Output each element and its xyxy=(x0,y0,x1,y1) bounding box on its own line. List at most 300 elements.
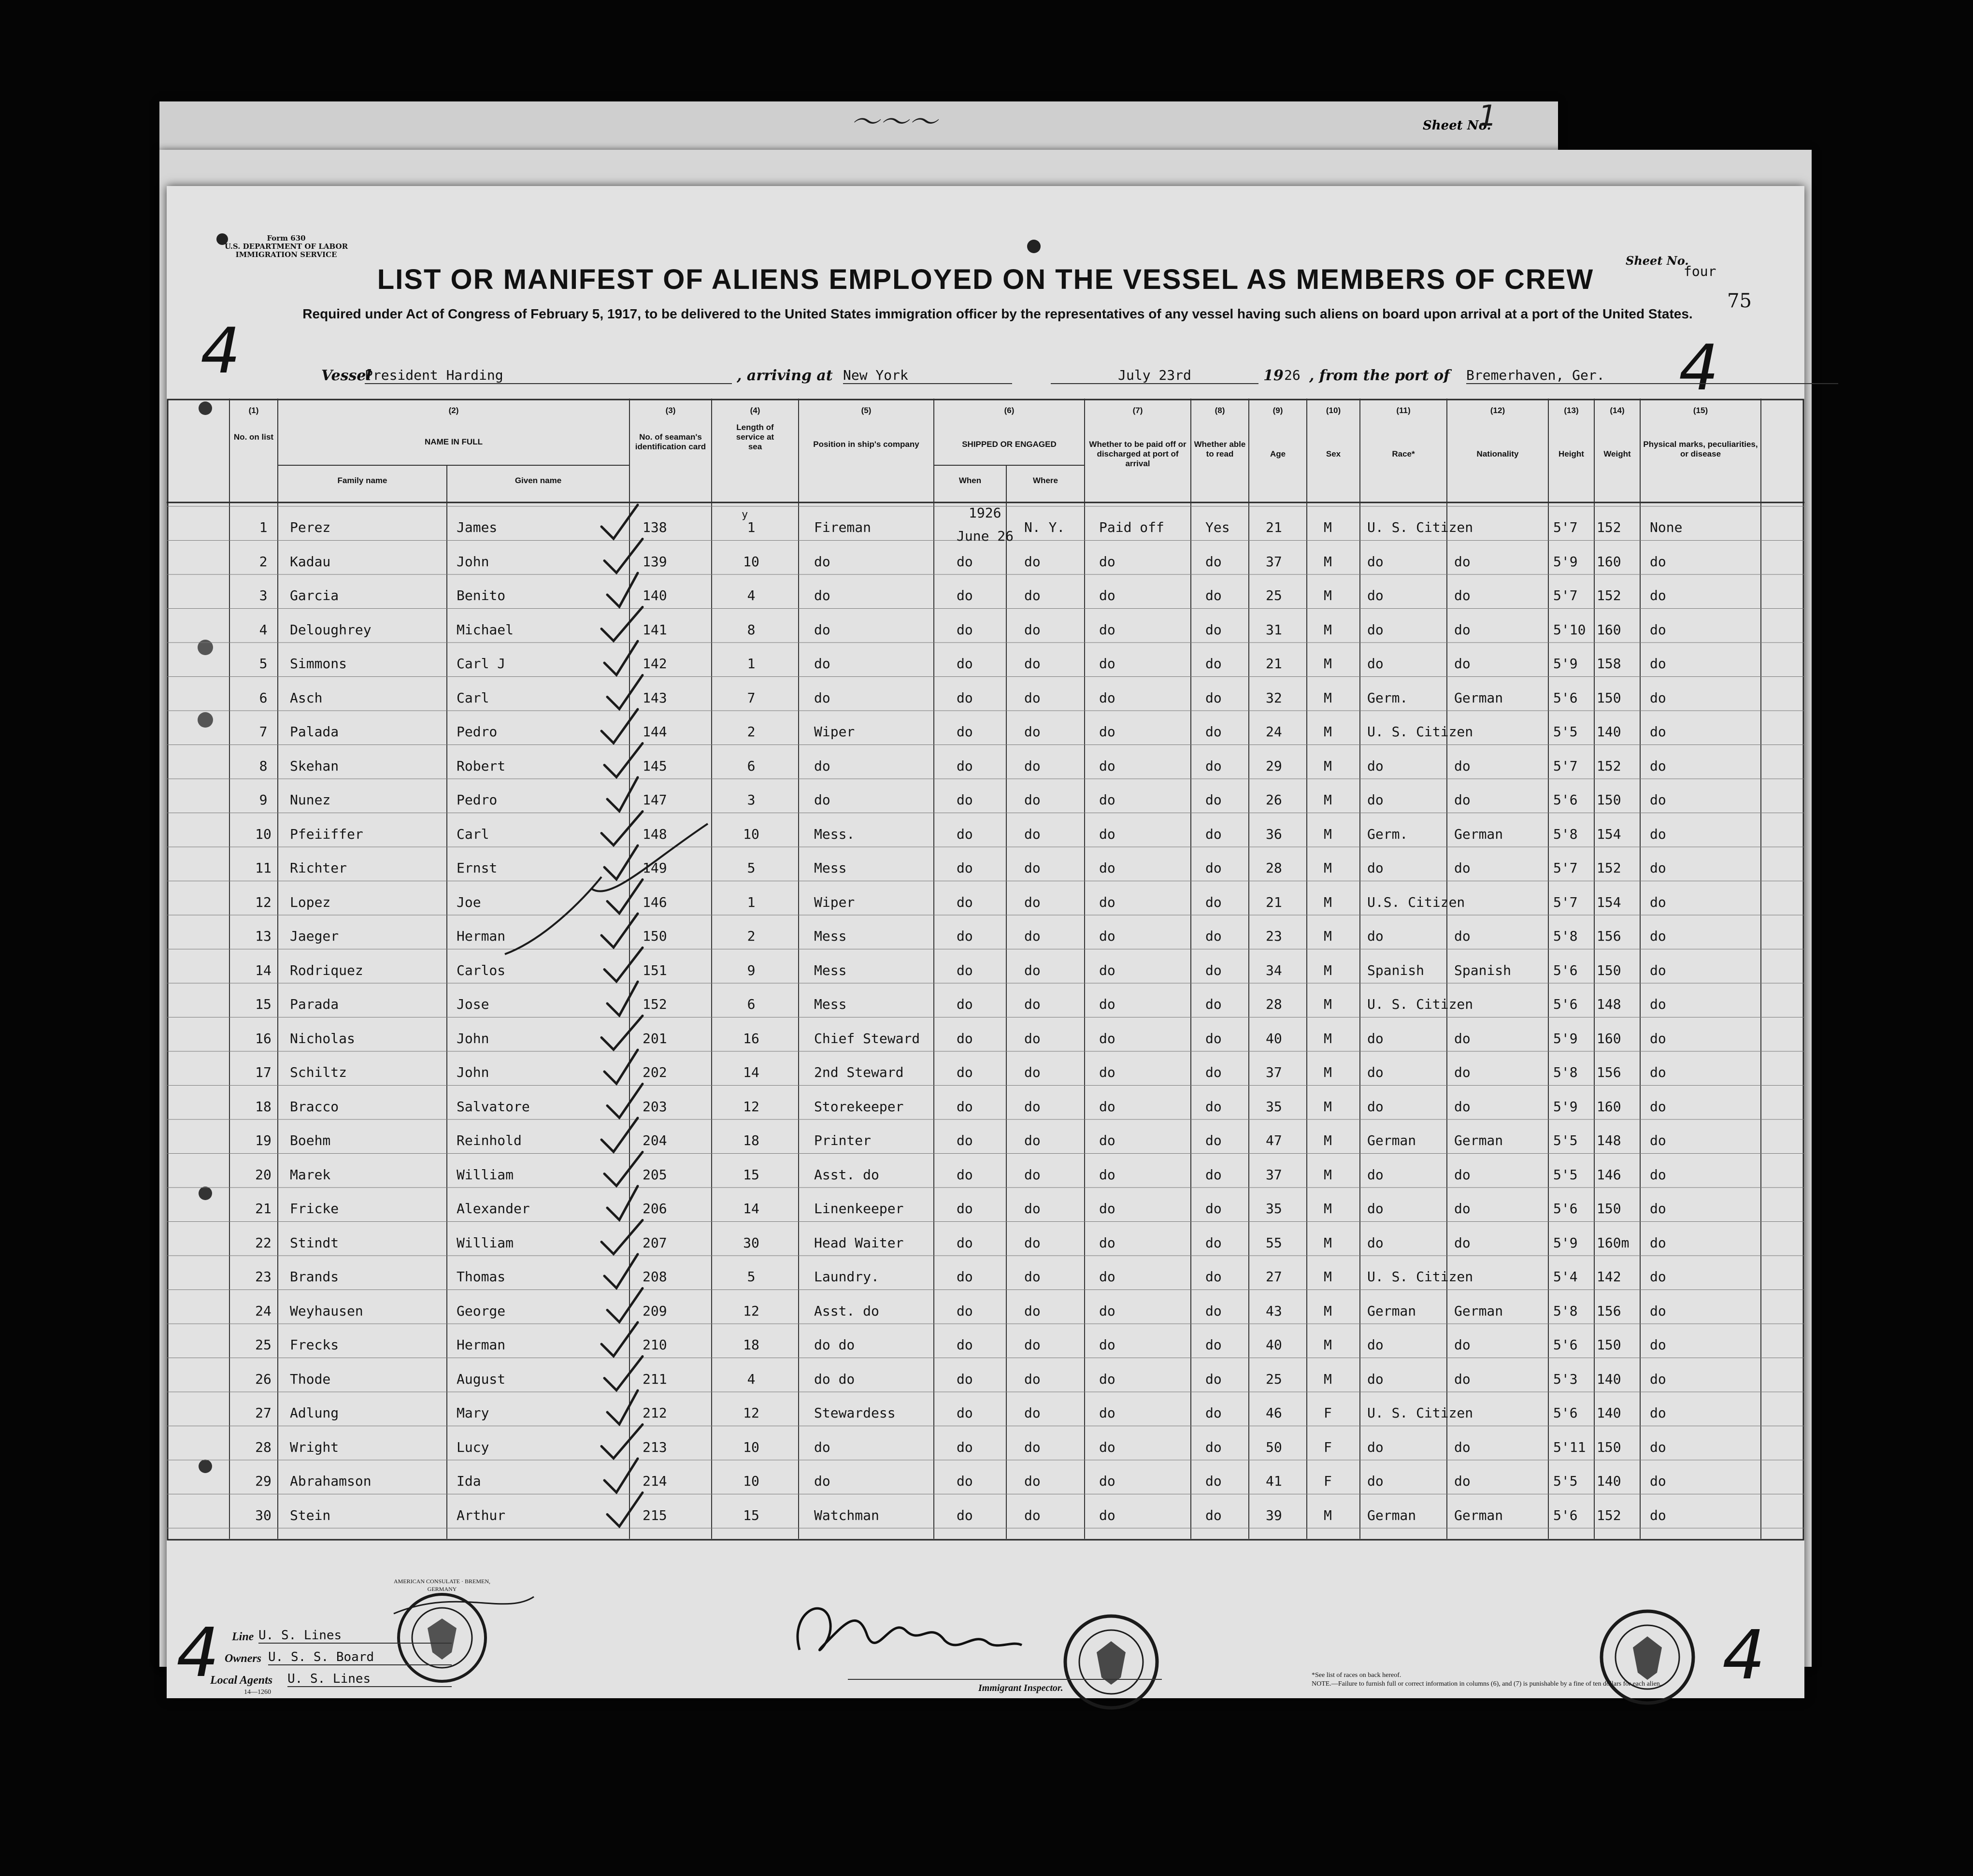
cell-service: 16 xyxy=(743,1030,759,1046)
cell-paid: do xyxy=(1099,1269,1115,1285)
cell-card: 203 xyxy=(643,1098,667,1115)
cell-card: 145 xyxy=(643,758,667,774)
inspector-label: Immigrant Inspector. xyxy=(978,1683,1063,1693)
cell-weight: 142 xyxy=(1597,1269,1621,1285)
cell-weight: 140 xyxy=(1597,724,1621,740)
year-prefix: 19 xyxy=(1263,367,1284,384)
cell-marks: do xyxy=(1650,1337,1666,1353)
cell-paid: do xyxy=(1099,1098,1115,1115)
cell-given: Carl xyxy=(457,689,489,706)
cell-height: 5'6 xyxy=(1553,792,1578,808)
cell-service: 12 xyxy=(743,1098,759,1115)
check-mark-15 xyxy=(607,982,638,1016)
cell-marks: do xyxy=(1650,689,1666,706)
cell-service: 1 xyxy=(747,519,756,535)
cell-given: John xyxy=(457,1064,489,1080)
cell-position: Linenkeeper xyxy=(814,1201,904,1217)
cell-nationality: German xyxy=(1454,689,1503,706)
cell-position: do xyxy=(814,689,830,706)
cell-family: Stindt xyxy=(290,1234,339,1251)
cell-no: 12 xyxy=(255,894,272,910)
cell-service: 30 xyxy=(743,1234,759,1251)
cell-card: 207 xyxy=(643,1234,667,1251)
strike-line-1 xyxy=(592,824,708,891)
cell-position: Asst. do xyxy=(814,1303,879,1319)
cell-read: do xyxy=(1205,1234,1222,1251)
cell-service: 12 xyxy=(743,1405,759,1421)
cell-paid: do xyxy=(1099,621,1115,638)
cell-age: 25 xyxy=(1266,1371,1282,1387)
cell-when: do xyxy=(957,1439,973,1455)
cell-read: do xyxy=(1205,894,1222,910)
cell-marks: do xyxy=(1650,587,1666,603)
cell-service: 12 xyxy=(743,1303,759,1319)
cell-where: do xyxy=(1024,1269,1041,1285)
cell-where: do xyxy=(1024,1166,1041,1183)
cell-race: German xyxy=(1367,1507,1416,1523)
cell-position: Storekeeper xyxy=(814,1098,904,1115)
arrival-date: July 23rd xyxy=(1051,367,1258,384)
cell-card: 139 xyxy=(643,553,667,570)
cell-service: 18 xyxy=(743,1337,759,1353)
cell-service: 3 xyxy=(747,792,756,808)
col-15-header: Physical marks, peculiarities, or disease xyxy=(1643,440,1758,458)
cell-marks: do xyxy=(1650,724,1666,740)
cell-no: 23 xyxy=(255,1269,272,1285)
cell-card: 202 xyxy=(643,1064,667,1080)
check-mark-19 xyxy=(601,1118,638,1152)
cell-card: 148 xyxy=(643,826,667,842)
col-12-header: Nationality xyxy=(1476,449,1519,458)
cell-weight: 140 xyxy=(1597,1405,1621,1421)
cell-where: do xyxy=(1024,962,1041,978)
cell-height: 5'3 xyxy=(1553,1371,1578,1387)
consulate-stamp-3 xyxy=(1597,1606,1698,1708)
cell-position: Asst. do xyxy=(814,1166,879,1183)
cell-sex: M xyxy=(1324,792,1332,808)
col-2b-header: Given name xyxy=(515,476,562,485)
cell-sex: M xyxy=(1324,1166,1332,1183)
cell-position: do xyxy=(814,621,830,638)
cell-race: do xyxy=(1367,1337,1384,1353)
cell-service: 6 xyxy=(747,996,756,1012)
cell-race: German xyxy=(1367,1132,1416,1148)
check-mark-28 xyxy=(601,1425,643,1459)
cell-height: 5'6 xyxy=(1553,996,1578,1012)
cell-paid: do xyxy=(1099,928,1115,944)
cell-family: Jaeger xyxy=(290,928,339,944)
races-note: *See list of races on back hereof. xyxy=(1312,1672,1401,1679)
check-mark-7 xyxy=(601,709,638,743)
cell-age: 29 xyxy=(1266,758,1282,774)
cell-race: do xyxy=(1367,1064,1384,1080)
cell-family: Boehm xyxy=(290,1132,331,1148)
cell-given: Carl xyxy=(457,826,489,842)
cell-paid: do xyxy=(1099,1405,1115,1421)
cell-marks: do xyxy=(1650,1064,1666,1080)
cell-height: 5'7 xyxy=(1553,519,1578,535)
cell-family: Fricke xyxy=(290,1201,339,1217)
cell-given: Benito xyxy=(457,587,506,603)
cell-height: 5'8 xyxy=(1553,928,1578,944)
cell-nationality: German xyxy=(1454,826,1503,842)
cell-where: do xyxy=(1024,1030,1041,1046)
cell-given: Mary xyxy=(457,1405,489,1421)
col-8-number: (8) xyxy=(1215,406,1225,415)
cell-height: 5'9 xyxy=(1553,1098,1578,1115)
cell-where: do xyxy=(1024,1405,1041,1421)
cell-when: do xyxy=(957,587,973,603)
cell-given: Alexander xyxy=(457,1201,530,1217)
cell-height: 5'6 xyxy=(1553,1507,1578,1523)
cell-age: 28 xyxy=(1266,860,1282,876)
cell-service: 6 xyxy=(747,758,756,774)
cell-given: Pedro xyxy=(457,792,498,808)
cell-when: do xyxy=(957,1132,973,1148)
cell-weight: 148 xyxy=(1597,1132,1621,1148)
cell-marks: do xyxy=(1650,996,1666,1012)
cell-race: do xyxy=(1367,1030,1384,1046)
cell-service: 15 xyxy=(743,1507,759,1523)
cell-paid: do xyxy=(1099,1064,1115,1080)
cell-sex: M xyxy=(1324,1337,1332,1353)
cell-nationality: do xyxy=(1454,928,1471,944)
cell-sex: M xyxy=(1324,1030,1332,1046)
consulate-stamp-2 xyxy=(1060,1611,1162,1713)
cell-card: 213 xyxy=(643,1439,667,1455)
cell-service: 14 xyxy=(743,1064,759,1080)
col-14-number: (14) xyxy=(1610,406,1625,415)
cell-read: do xyxy=(1205,1201,1222,1217)
cell-position: do xyxy=(814,553,830,570)
cell-card: 210 xyxy=(643,1337,667,1353)
cell-age: 34 xyxy=(1266,962,1282,978)
cell-when: do xyxy=(957,656,973,672)
col-13-header: Height xyxy=(1558,449,1584,458)
cell-age: 55 xyxy=(1266,1234,1282,1251)
cell-sex: M xyxy=(1324,656,1332,672)
cell-given: Carl J xyxy=(457,656,506,672)
cell-sex: M xyxy=(1324,860,1332,876)
cell-height: 5'9 xyxy=(1553,553,1578,570)
cell-height: 5'6 xyxy=(1553,1201,1578,1217)
cell-read: do xyxy=(1205,1473,1222,1489)
check-mark-29 xyxy=(604,1459,638,1492)
cell-nationality: do xyxy=(1454,1439,1471,1455)
cell-paid: do xyxy=(1099,1473,1115,1489)
cell-given: Joe xyxy=(457,894,481,910)
cell-when: do xyxy=(957,724,973,740)
cell-where: do xyxy=(1024,928,1041,944)
line-label: Line xyxy=(232,1631,254,1643)
col-6-header: SHIPPED OR ENGAGED xyxy=(962,440,1057,449)
cell-read: do xyxy=(1205,1132,1222,1148)
col-6b-header: Where xyxy=(1033,476,1058,485)
cell-marks: do xyxy=(1650,1201,1666,1217)
cell-sex: F xyxy=(1324,1439,1332,1455)
cell-card: 149 xyxy=(643,860,667,876)
cell-race: Spanish xyxy=(1367,962,1425,978)
cell-paid: do xyxy=(1099,689,1115,706)
penalty-note: NOTE.—Failure to furnish full or correct information in columns (6), and (7) is punishable by a fine of ten dollars for each alien. xyxy=(1312,1680,1662,1688)
cell-nationality: do xyxy=(1454,1098,1471,1115)
cell-read: do xyxy=(1205,1269,1222,1285)
cell-given: William xyxy=(457,1234,514,1251)
cell-where: do xyxy=(1024,1064,1041,1080)
requirement-text: Required under Act of Congress of February 5, 1917, to be delivered to the United States immigration officer by the representatives of any vessel having such aliens on board upon arrival at a port of the United States. xyxy=(302,306,1693,321)
cell-where: do xyxy=(1024,792,1041,808)
agents-label: Local Agents xyxy=(210,1674,273,1687)
cell-paid: do xyxy=(1099,1234,1115,1251)
cell-position: do do xyxy=(814,1337,855,1353)
cell-race: do xyxy=(1367,656,1384,672)
cell-where: do xyxy=(1024,621,1041,638)
check-mark-2 xyxy=(604,539,643,573)
cell-marks: do xyxy=(1650,1030,1666,1046)
cell-age: 35 xyxy=(1266,1201,1282,1217)
cell-family: Abrahamson xyxy=(290,1473,372,1489)
cell-no: 15 xyxy=(255,996,272,1012)
cell-read: do xyxy=(1205,860,1222,876)
cell-where: do xyxy=(1024,1303,1041,1319)
cell-marks: do xyxy=(1650,1303,1666,1319)
cell-where: do xyxy=(1024,758,1041,774)
cell-nationality: do xyxy=(1454,1166,1471,1183)
cell-sex: M xyxy=(1324,621,1332,638)
cell-paid: do xyxy=(1099,758,1115,774)
cell-card: 151 xyxy=(643,962,667,978)
cell-weight: 150 xyxy=(1597,689,1621,706)
cell-sex: M xyxy=(1324,996,1332,1012)
cell-no: 9 xyxy=(259,792,268,808)
cell-height: 5'7 xyxy=(1553,758,1578,774)
cell-read: do xyxy=(1205,1337,1222,1353)
cell-weight: 156 xyxy=(1597,1303,1621,1319)
cell-family: Marek xyxy=(290,1166,331,1183)
col-4-header: Length of service at sea xyxy=(736,423,774,451)
cell-sex: M xyxy=(1324,1234,1332,1251)
cell-age: 36 xyxy=(1266,826,1282,842)
col-2a-header: Family name xyxy=(337,476,387,485)
col-9-header: Age xyxy=(1270,449,1286,458)
cell-read: do xyxy=(1205,1166,1222,1183)
col-1-number: (1) xyxy=(248,406,259,415)
cell-age: 40 xyxy=(1266,1030,1282,1046)
cell-nationality: German xyxy=(1454,1132,1503,1148)
cell-height: 5'6 xyxy=(1553,689,1578,706)
cell-marks: do xyxy=(1650,1098,1666,1115)
cell-where: do xyxy=(1024,1371,1041,1387)
vessel-label: Vessel xyxy=(321,367,372,384)
cell-height: 5'9 xyxy=(1553,1234,1578,1251)
cell-service: 10 xyxy=(743,553,759,570)
cell-given: Lucy xyxy=(457,1439,489,1455)
cell-position: Wiper xyxy=(814,894,855,910)
col-12-number: (12) xyxy=(1490,406,1505,415)
cell-service: 10 xyxy=(743,1473,759,1489)
cell-weight: 152 xyxy=(1597,758,1621,774)
cell-race: do xyxy=(1367,1234,1384,1251)
cell-weight: 150 xyxy=(1597,1439,1621,1455)
cell-where: do xyxy=(1024,996,1041,1012)
cell-read: do xyxy=(1205,1030,1222,1046)
from-port: Bremerhaven, Ger. xyxy=(1466,367,1838,384)
cell-race: German xyxy=(1367,1303,1416,1319)
cell-marks: do xyxy=(1650,860,1666,876)
cell-family: Simmons xyxy=(290,656,347,672)
cell-card: 150 xyxy=(643,928,667,944)
page-number: 75 xyxy=(1727,290,1752,312)
cell-weight: 154 xyxy=(1597,894,1621,910)
cell-family: Brands xyxy=(290,1269,339,1285)
cell-sex: M xyxy=(1324,519,1332,535)
cell-age: 37 xyxy=(1266,553,1282,570)
cell-family: Rodriquez xyxy=(290,962,363,978)
cell-card: 212 xyxy=(643,1405,667,1421)
cell-age: 21 xyxy=(1266,656,1282,672)
cell-sex: M xyxy=(1324,1132,1332,1148)
cell-service: 4 xyxy=(747,1371,756,1387)
agents-value: U. S. Lines xyxy=(287,1672,452,1687)
cell-family: Nunez xyxy=(290,792,331,808)
cell-weight: 150 xyxy=(1597,1201,1621,1217)
cell-position: Fireman xyxy=(814,519,872,535)
cell-height: 5'6 xyxy=(1553,1337,1578,1353)
cell-where: do xyxy=(1024,1439,1041,1455)
cell-family: Garcia xyxy=(290,587,339,603)
cell-given: Carlos xyxy=(457,962,506,978)
cell-sex: M xyxy=(1324,1269,1332,1285)
cell-given: Jose xyxy=(457,996,489,1012)
arriving-port: New York xyxy=(843,367,1012,384)
cell-race: do xyxy=(1367,553,1384,570)
check-mark-30 xyxy=(607,1493,643,1527)
cell-paid: do xyxy=(1099,1439,1115,1455)
cell-where: do xyxy=(1024,1234,1041,1251)
cell-race: U. S. Citizen xyxy=(1367,1269,1473,1285)
handwritten-number-footer-right: 4 xyxy=(1722,1616,1766,1695)
col-10-header: Sex xyxy=(1326,449,1341,458)
cell-read: do xyxy=(1205,792,1222,808)
cell-given: Arthur xyxy=(457,1507,506,1523)
cell-position: 2nd Steward xyxy=(814,1064,904,1080)
back-sheet-label: Sheet No. xyxy=(1423,118,1491,133)
cell-where: do xyxy=(1024,1337,1041,1353)
cell-sex: F xyxy=(1324,1405,1332,1421)
cell-age: 39 xyxy=(1266,1507,1282,1523)
cell-position: Mess xyxy=(814,928,847,944)
cell-marks: do xyxy=(1650,826,1666,842)
cell-card: 201 xyxy=(643,1030,667,1046)
inspector-signature xyxy=(780,1587,1031,1684)
cell-nationality: do xyxy=(1454,1201,1471,1217)
cell-read: do xyxy=(1205,826,1222,842)
cell-when: do xyxy=(957,894,973,910)
cell-marks: do xyxy=(1650,962,1666,978)
cell-race: Germ. xyxy=(1367,826,1408,842)
cell-no: 8 xyxy=(259,758,268,774)
cell-family: Nicholas xyxy=(290,1030,355,1046)
cell-no: 6 xyxy=(259,689,268,706)
cell-service: 10 xyxy=(743,1439,759,1455)
sheet-label: Sheet No. xyxy=(1626,254,1689,268)
cell-when: do xyxy=(957,860,973,876)
cell-read: do xyxy=(1205,1303,1222,1319)
cell-given: John xyxy=(457,1030,489,1046)
cell-sex: M xyxy=(1324,689,1332,706)
cell-height: 5'5 xyxy=(1553,724,1578,740)
cell-family: Skehan xyxy=(290,758,339,774)
cell-marks: do xyxy=(1650,1507,1666,1523)
cell-weight: 158 xyxy=(1597,656,1621,672)
cell-where: do xyxy=(1024,1201,1041,1217)
cell-paid: do xyxy=(1099,724,1115,740)
cell-when: do xyxy=(957,1405,973,1421)
cell-paid: do xyxy=(1099,1201,1115,1217)
check-mark-18 xyxy=(607,1084,643,1118)
cell-race: U.S. Citizen xyxy=(1367,894,1465,910)
cell-service: 8 xyxy=(747,621,756,638)
cell-card: 208 xyxy=(643,1269,667,1285)
cell-where: do xyxy=(1024,656,1041,672)
from-label: , from the port of xyxy=(1309,367,1450,384)
cell-when: do xyxy=(957,1303,973,1319)
check-mark-1 xyxy=(601,505,638,539)
cell-family: Kadau xyxy=(290,553,331,570)
cell-marks: do xyxy=(1650,553,1666,570)
cell-no: 5 xyxy=(259,656,268,672)
cell-race: do xyxy=(1367,758,1384,774)
cell-when: do xyxy=(957,1234,973,1251)
cell-age: 37 xyxy=(1266,1166,1282,1183)
strike-line-2 xyxy=(505,877,601,954)
cell-sex: M xyxy=(1324,1201,1332,1217)
cell-marks: do xyxy=(1650,1132,1666,1148)
cell-nationality: do xyxy=(1454,1030,1471,1046)
check-mark-9 xyxy=(607,777,638,811)
cell-height: 5'11 xyxy=(1553,1439,1586,1455)
cell-no: 7 xyxy=(259,724,268,740)
cell-height: 5'4 xyxy=(1553,1269,1578,1285)
cell-position: do xyxy=(814,1439,830,1455)
cell-when: do xyxy=(957,1064,973,1080)
cell-read: do xyxy=(1205,656,1222,672)
year-suffix: 26 xyxy=(1284,367,1301,383)
cell-nationality: do xyxy=(1454,1064,1471,1080)
form-code: 14—1260 xyxy=(244,1689,271,1696)
cell-age: 23 xyxy=(1266,928,1282,944)
cell-read: do xyxy=(1205,689,1222,706)
cell-position: do do xyxy=(814,1371,855,1387)
cell-given: Herman xyxy=(457,1337,506,1353)
cell-when: do xyxy=(957,928,973,944)
cell-when: do xyxy=(957,792,973,808)
col-2-number: (2) xyxy=(448,406,459,415)
cell-no: 26 xyxy=(255,1371,272,1387)
cell-marks: do xyxy=(1650,1371,1666,1387)
handwritten-number-right: 4 xyxy=(1679,331,1719,404)
cell-sex: M xyxy=(1324,1371,1332,1387)
cell-race: do xyxy=(1367,1371,1384,1387)
cell-nationality: German xyxy=(1454,1303,1503,1319)
cell-paid: do xyxy=(1099,1303,1115,1319)
cell-race: do xyxy=(1367,1201,1384,1217)
cell-when: do xyxy=(957,621,973,638)
cell-weight: 140 xyxy=(1597,1371,1621,1387)
col-7-number: (7) xyxy=(1132,406,1143,415)
check-mark-21 xyxy=(607,1186,638,1220)
cell-when: do xyxy=(957,826,973,842)
